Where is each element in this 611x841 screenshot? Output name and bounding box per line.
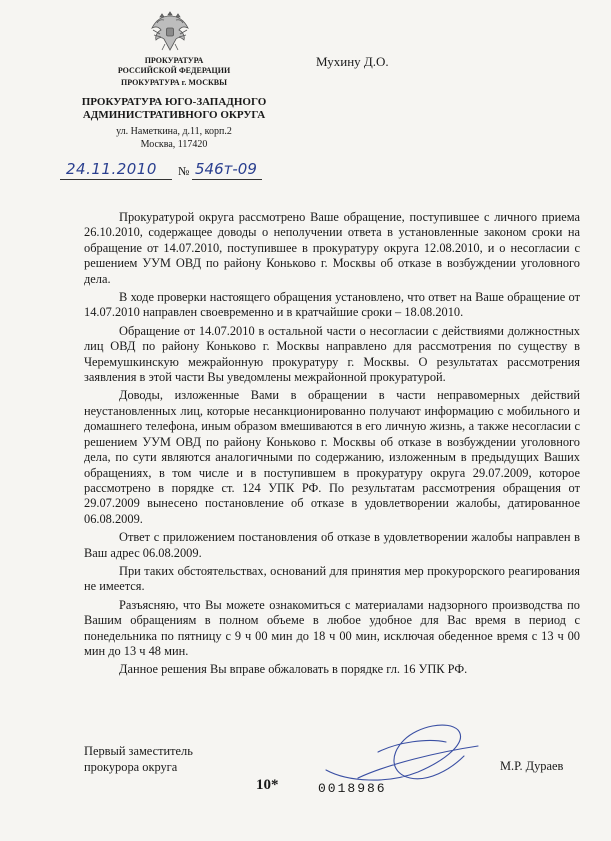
header-address — [60, 125, 288, 151]
paragraph: Разъясняю, что Вы можете ознакомиться с материалами надзорного производства по Вашим обращениям в полном объеме в любое удобное для Вас время в период с понедельника по пятницу с 9 ч 00 мин до 18 ч 00 мин, исключая обеденное время с 13 ч 00 мин до 13 ч 48 мин. — [84, 597, 580, 658]
letter-body — [84, 210, 580, 681]
signatory-title-line2: прокурора округа — [84, 760, 178, 774]
registration-date-underline — [60, 179, 172, 180]
header-line-prokuratura: ПРОКУРАТУРА — [144, 56, 204, 65]
paragraph: В ходе проверки настоящего обращения установлено, что ответ на Ваше обращение от 14.07.2010 направлен своевременно и в кратчайшие сроки – 18.08.2010. — [84, 290, 580, 320]
paragraph: При таких обстоятельствах, оснований для принятия мер прокурорского реагирования не имеется. — [84, 563, 580, 594]
form-mark: 10* — [256, 777, 279, 793]
header-line-moscow: ПРОКУРАТУРА г. МОСКВЫ — [121, 78, 227, 87]
header-line-rf: РОССИЙСКОЙ ФЕДЕРАЦИИ — [117, 66, 231, 75]
registration-number-sign: № — [178, 164, 190, 178]
header-address-street: ул. Наметкина, д.11, корп.2 — [116, 126, 232, 137]
paragraph: Прокуратурой округа рассмотрено Ваше обращение, поступившее с личного приема 26.10.2010, содержащее доводы о неполучении ответа в установленные законом сроки на обращение от 14.07.2010, поступившее в прокуратуру округа 12.08.2010, и о несогласии с решением УУМ ОВД по району Коньково г. Москвы об отказе в возбуждении уголовного дела. — [84, 210, 580, 286]
registration-date: 24.11.2010 — [66, 160, 157, 178]
paragraph: Ответ с приложением постановления об отказе в удовлетворении жалобы направлен в Ваш адрес 06.08.2009. — [84, 530, 580, 560]
addressee: Мухину Д.О. — [316, 54, 389, 69]
paragraph: Обращение от 14.07.2010 в остальной части о несогласии с действиями должностных лиц ОВД по району Коньково г. Москвы направлено для рассмотрения по существу в Черемушкинскую межрайонную прокуратуру г. Москвы. О результатах рассмотрения заявления в этой части Вы уведомлены межрайонной прокуратурой. — [84, 323, 580, 385]
header-office-line2: АДМИНИСТРАТИВНОГО ОКРУГА — [82, 109, 266, 121]
signatory-title — [84, 743, 193, 775]
signatory-title-line1: Первый заместитель — [84, 744, 193, 758]
header-address-city: Москва, 117420 — [140, 139, 208, 150]
form-serial-number: 0018986 — [318, 781, 387, 796]
double-headed-eagle-emblem — [148, 8, 192, 54]
handwritten-signature — [318, 712, 488, 790]
registration-line — [60, 160, 300, 186]
paragraph: Доводы, изложенные Вами в обращении в части неправомерных действий неустановленных лиц, которые несанкционированно получают информацию с мобильного и домашнего телефона, иным образом вмешиваются в его личную жизнь, а также несогласии с решением УУМ ОВД по району Коньково г. Москвы об отказе в возбуждении уголовного дела, по сути являются аналогичными по содержанию, изложенным в предыдущих Ваших обращениях, в том числе и в поступившем в прокуратуру округа 29.07.2009, которое рассмотрено в порядке ст. 124 УПК РФ. По результатам рассмотрения обращения от 29.07.2009 вынесено постановление об отказе в удовлетворении жалобы, датированное 06.08.2009. — [84, 388, 580, 526]
header-office — [60, 96, 288, 122]
header-office-line1: ПРОКУРАТУРА ЮГО-ЗАПАДНОГО — [81, 96, 267, 108]
registration-number-underline — [192, 179, 262, 180]
registration-number: 546т-09 — [195, 160, 257, 178]
header-authority — [60, 56, 288, 76]
signatory-name: М.Р. Дураев — [500, 759, 564, 773]
paragraph: Данное решения Вы вправе обжаловать в порядке гл. 16 УПК РФ. — [119, 662, 468, 677]
